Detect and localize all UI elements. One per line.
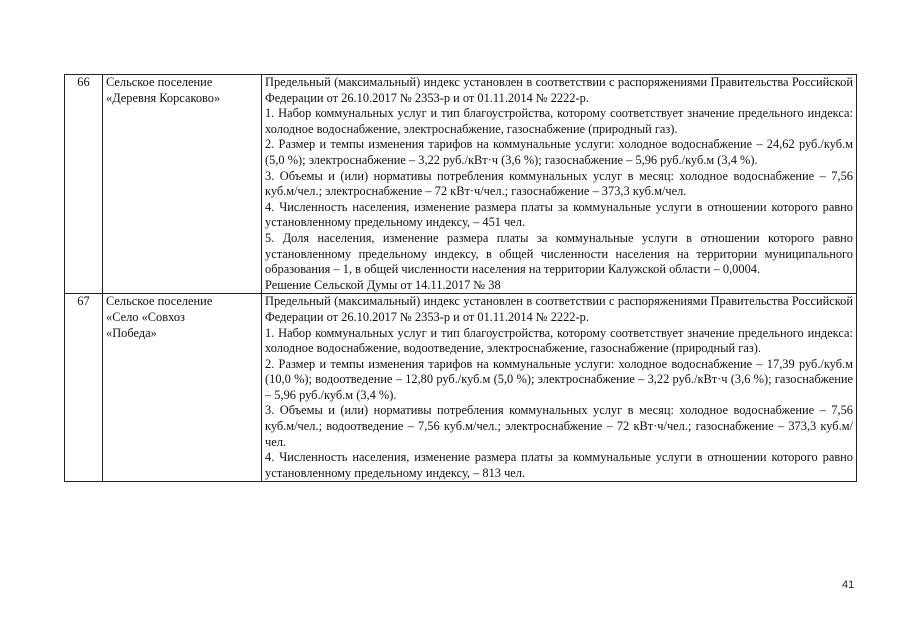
page-number: 41 xyxy=(842,579,855,591)
paragraph: Предельный (максимальный) индекс установлен в соответствии с распоряжениями Правительства Российской Федерации от 26.10.2017 № 2353-р и от 01.11.2014 № 2222-р. xyxy=(265,294,853,324)
paragraph: 4. Численность населения, изменение размера платы за коммунальные услуги в отношении которого равно установленному предельному индексу, – 813 чел. xyxy=(265,450,853,480)
tariff-table xyxy=(64,74,857,482)
row-number: 67 xyxy=(65,294,103,482)
paragraph: 3. Объемы и (или) нормативы потребления коммунальных услуг в месяц: холодное водоснабжение – 7,56 куб.м/чел.; электроснабжение – 72 кВт·ч/чел.; газоснабжение – 373,3 куб.м/чел. xyxy=(265,168,853,199)
settlement-line: «Деревня Корсаково» xyxy=(106,90,221,105)
paragraph: Предельный (максимальный) индекс установлен в соответствии с распоряжениями Правительства Российской Федерации от 26.10.2017 № 2353-р и от 01.11.2014 № 2222-р. xyxy=(265,75,853,105)
table-row xyxy=(65,294,857,482)
paragraph: 1. Набор коммунальных услуг и тип благоустройства, которому соответствует значение предельного индекса: холодное водоснабжение, водоотведение, электроснабжение, газоснабжение (природный газ). xyxy=(265,325,853,356)
paragraph: 4. Численность населения, изменение размера платы за коммунальные услуги в отношении которого равно установленному предельному индексу, – 451 чел. xyxy=(265,199,853,230)
row-content xyxy=(262,75,857,294)
paragraph: 2. Размер и темпы изменения тарифов на коммунальные услуги: холодное водоснабжение – 17,39 руб./куб.м (10,0 %); водоотведение – 12,80 руб./куб.м (5,0 %); электроснабжение – 3,22 руб./кВт·ч (3,6 %); газоснабжение – 5,96 руб./куб.м (3,4 %). xyxy=(265,356,853,402)
settlement-line: «Село «Совхоз xyxy=(106,309,185,324)
row-number: 66 xyxy=(65,75,103,294)
paragraph: 2. Размер и темпы изменения тарифов на коммунальные услуги: холодное водоснабжение – 24,62 руб./куб.м (5,0 %); электроснабжение – 3,22 руб./кВт·ч (3,6 %); газоснабжение – 5,96 руб./куб.м (3,4 %). xyxy=(265,137,853,167)
row-content xyxy=(262,294,857,482)
settlement-line: «Победа» xyxy=(106,325,157,340)
settlement-name xyxy=(103,75,262,294)
settlement-name xyxy=(103,294,262,482)
paragraph: 5. Доля населения, изменение размера платы за коммунальные услуги в отношении которого равно установленному предельному индексу, в общей численности населения на территории муниципального образования – 1, в общей численности населения на территории Калужской области – 0,0004. xyxy=(265,230,853,277)
settlement-line: Сельское поселение xyxy=(106,75,213,89)
paragraph: 3. Объемы и (или) нормативы потребления коммунальных услуг в месяц: холодное водоснабжение – 7,56 куб.м/чел.; водоотведение – 7,56 куб.м/чел.; электроснабжение – 72 кВт·ч/чел.; газоснабжение – 373,3 куб.м/чел. xyxy=(265,403,853,449)
table-row xyxy=(65,75,857,294)
paragraph: 1. Набор коммунальных услуг и тип благоустройства, которому соответствует значение предельного индекса: холодное водоснабжение, электроснабжение, газоснабжение (природный газ). xyxy=(265,106,853,136)
decision-reference: Решение Сельской Думы от 14.11.2017 № 38 xyxy=(265,277,501,292)
settlement-line: Сельское поселение xyxy=(106,294,213,309)
